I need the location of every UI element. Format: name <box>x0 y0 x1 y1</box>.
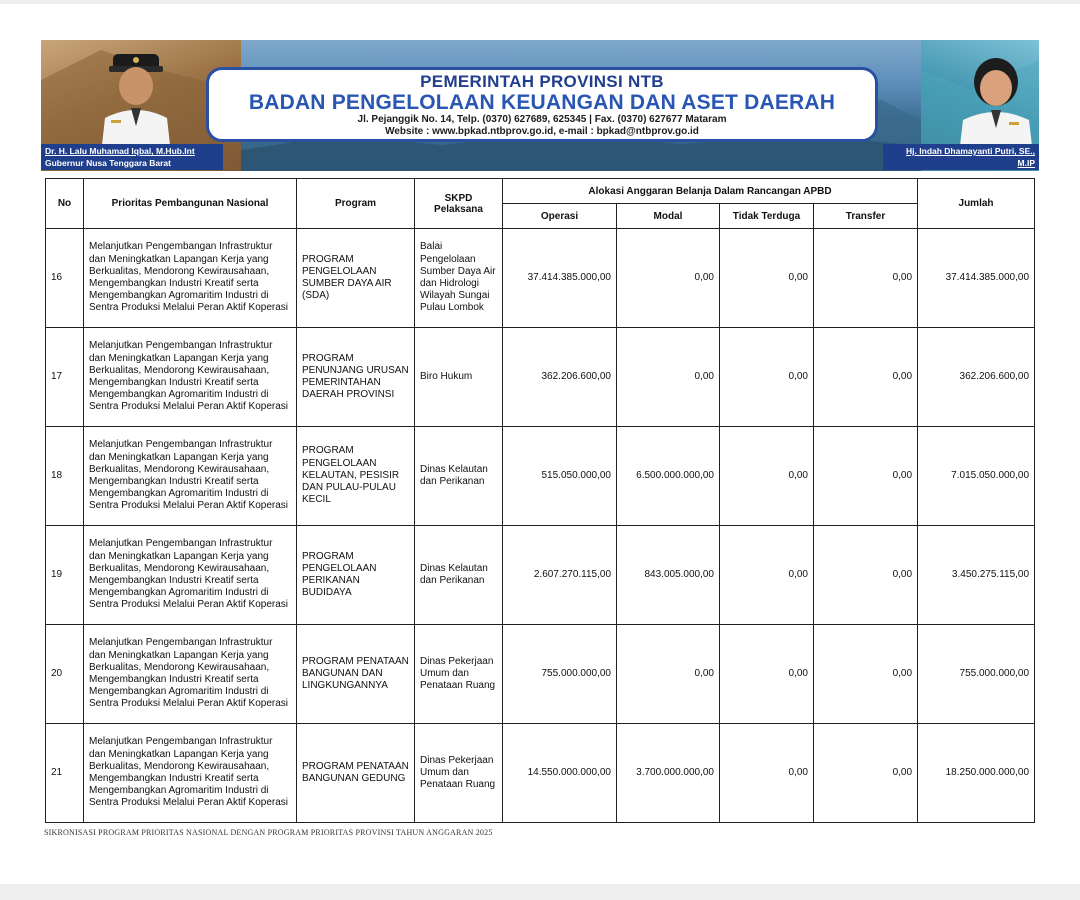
cell-modal: 3.700.000.000,00 <box>617 724 720 823</box>
cell-operasi: 755.000.000,00 <box>503 625 617 724</box>
cell-no: 18 <box>46 427 84 526</box>
cell-operasi: 362.206.600,00 <box>503 328 617 427</box>
cell-jumlah: 3.450.275.115,00 <box>918 526 1035 625</box>
governor-photo <box>91 46 181 154</box>
cell-prioritas: Melanjutkan Pengembangan Infrastruktur dan Meningkatkan Lapangan Kerja yang Berkualitas, Mendorong Kewirausahaan, Mengembangkan Industri Kreatif serta Mengembangkan Agromaritim Industri di Sentra Produksi Melalui Peran Aktif Koperasi <box>84 625 297 724</box>
header-skpd: SKPD Pelaksana <box>415 179 503 229</box>
bottom-gray-strip <box>0 884 1080 900</box>
cell-transfer: 0,00 <box>814 229 918 328</box>
vice-governor-photo <box>951 46 1041 154</box>
vice-governor-name: Hj. Indah Dhamayanti Putri, SE., M.IP <box>906 146 1035 168</box>
vice-governor-caption <box>883 144 1039 192</box>
cell-transfer: 0,00 <box>814 625 918 724</box>
agency-address: Jl. Pejanggik No. 14, Telp. (0370) 627689, 625345 | Fax. (0370) 627677 Mataram <box>357 114 727 125</box>
cell-no: 17 <box>46 328 84 427</box>
cell-transfer: 0,00 <box>814 724 918 823</box>
cell-skpd: Balai Pengelolaan Sumber Daya Air dan Hidrologi Wilayah Sungai Pulau Lombok <box>415 229 503 328</box>
table-row <box>46 229 1035 328</box>
header-prioritas: Prioritas Pembangunan Nasional <box>84 179 297 229</box>
document-footer-note: SIKRONISASI PROGRAM PRIORITAS NASIONAL DENGAN PROGRAM PRIORITAS PROVINSI TAHUN ANGGARAN 2025 <box>44 828 493 837</box>
table-row <box>46 724 1035 823</box>
agency-title: BADAN PENGELOLAAN KEUANGAN DAN ASET DAERAH <box>248 91 836 114</box>
governor-caption <box>41 144 223 170</box>
cell-operasi: 2.607.270.115,00 <box>503 526 617 625</box>
header-no: No <box>46 179 84 229</box>
top-gray-strip <box>0 0 1080 4</box>
header-jumlah: Jumlah <box>918 179 1035 229</box>
cell-jumlah: 362.206.600,00 <box>918 328 1035 427</box>
cell-skpd: Dinas Kelautan dan Perikanan <box>415 427 503 526</box>
cell-modal: 0,00 <box>617 229 720 328</box>
cell-operasi: 37.414.385.000,00 <box>503 229 617 328</box>
cell-skpd: Biro Hukum <box>415 328 503 427</box>
cell-program: PROGRAM PENATAAN BANGUNAN GEDUNG <box>297 724 415 823</box>
header-program: Program <box>297 179 415 229</box>
cell-tidak-terduga: 0,00 <box>720 229 814 328</box>
cell-tidak-terduga: 0,00 <box>720 328 814 427</box>
agency-contact: Website : www.bpkad.ntbprov.go.id, e-mail : bpkad@ntbprov.go.id <box>385 126 699 137</box>
letterhead-title-card <box>206 67 878 142</box>
budget-allocation-table <box>45 178 1035 823</box>
cell-transfer: 0,00 <box>814 328 918 427</box>
cell-program: PROGRAM PENGELOLAAN KELAUTAN, PESISIR DAN PULAU-PULAU KECIL <box>297 427 415 526</box>
cell-no: 19 <box>46 526 84 625</box>
cell-modal: 6.500.000.000,00 <box>617 427 720 526</box>
table-row <box>46 526 1035 625</box>
cell-program: PROGRAM PENGELOLAAN PERIKANAN BUDIDAYA <box>297 526 415 625</box>
header-tidak-terduga: Tidak Terduga <box>720 204 814 229</box>
governor-name: Dr. H. Lalu Muhamad Iqbal, M.Hub.Int <box>45 146 195 156</box>
cell-transfer: 0,00 <box>814 427 918 526</box>
table-row <box>46 427 1035 526</box>
cell-tidak-terduga: 0,00 <box>720 724 814 823</box>
header-modal: Modal <box>617 204 720 229</box>
cell-jumlah: 755.000.000,00 <box>918 625 1035 724</box>
cell-no: 21 <box>46 724 84 823</box>
cell-tidak-terduga: 0,00 <box>720 427 814 526</box>
cell-tidak-terduga: 0,00 <box>720 526 814 625</box>
header-transfer: Transfer <box>814 204 918 229</box>
cell-prioritas: Melanjutkan Pengembangan Infrastruktur dan Meningkatkan Lapangan Kerja yang Berkualitas, Mendorong Kewirausahaan, Mengembangkan Industri Kreatif serta Mengembangkan Agromaritim Industri di Sentra Produksi Melalui Peran Aktif Koperasi <box>84 427 297 526</box>
cell-transfer: 0,00 <box>814 526 918 625</box>
cell-operasi: 14.550.000.000,00 <box>503 724 617 823</box>
cell-prioritas: Melanjutkan Pengembangan Infrastruktur dan Meningkatkan Lapangan Kerja yang Berkualitas, Mendorong Kewirausahaan, Mengembangkan Industri Kreatif serta Mengembangkan Agromaritim Industri di Sentra Produksi Melalui Peran Aktif Koperasi <box>84 328 297 427</box>
cell-prioritas: Melanjutkan Pengembangan Infrastruktur dan Meningkatkan Lapangan Kerja yang Berkualitas, Mendorong Kewirausahaan, Mengembangkan Industri Kreatif serta Mengembangkan Agromaritim Industri di Sentra Produksi Melalui Peran Aktif Koperasi <box>84 229 297 328</box>
cell-no: 16 <box>46 229 84 328</box>
cell-modal: 0,00 <box>617 625 720 724</box>
cell-skpd: Dinas Pekerjaan Umum dan Penataan Ruang <box>415 625 503 724</box>
cell-program: PROGRAM PENATAAN BANGUNAN DAN LINGKUNGANNYA <box>297 625 415 724</box>
cell-program: PROGRAM PENGELOLAAN SUMBER DAYA AIR (SDA) <box>297 229 415 328</box>
governor-role: Gubernur Nusa Tenggara Barat <box>45 158 171 168</box>
table-header-row <box>46 179 1035 204</box>
cell-prioritas: Melanjutkan Pengembangan Infrastruktur dan Meningkatkan Lapangan Kerja yang Berkualitas, Mendorong Kewirausahaan, Mengembangkan Industri Kreatif serta Mengembangkan Agromaritim Industri di Sentra Produksi Melalui Peran Aktif Koperasi <box>84 526 297 625</box>
cell-jumlah: 18.250.000.000,00 <box>918 724 1035 823</box>
cell-prioritas: Melanjutkan Pengembangan Infrastruktur dan Meningkatkan Lapangan Kerja yang Berkualitas, Mendorong Kewirausahaan, Mengembangkan Industri Kreatif serta Mengembangkan Agromaritim Industri di Sentra Produksi Melalui Peran Aktif Koperasi <box>84 724 297 823</box>
cell-jumlah: 37.414.385.000,00 <box>918 229 1035 328</box>
government-title: PEMERINTAH PROVINSI NTB <box>420 72 664 91</box>
cell-modal: 843.005.000,00 <box>617 526 720 625</box>
header-operasi: Operasi <box>503 204 617 229</box>
cell-skpd: Dinas Kelautan dan Perikanan <box>415 526 503 625</box>
cell-no: 20 <box>46 625 84 724</box>
vice-governor-role: Wakil Gubernur Nusa Tenggara Barat <box>908 170 1035 192</box>
table-row <box>46 625 1035 724</box>
cell-modal: 0,00 <box>617 328 720 427</box>
cell-jumlah: 7.015.050.000,00 <box>918 427 1035 526</box>
header-alokasi: Alokasi Anggaran Belanja Dalam Rancangan APBD <box>503 179 918 204</box>
table-row <box>46 328 1035 427</box>
cell-tidak-terduga: 0,00 <box>720 625 814 724</box>
cell-operasi: 515.050.000,00 <box>503 427 617 526</box>
cell-program: PROGRAM PENUNJANG URUSAN PEMERINTAHAN DAERAH PROVINSI <box>297 328 415 427</box>
cell-skpd: Dinas Pekerjaan Umum dan Penataan Ruang <box>415 724 503 823</box>
